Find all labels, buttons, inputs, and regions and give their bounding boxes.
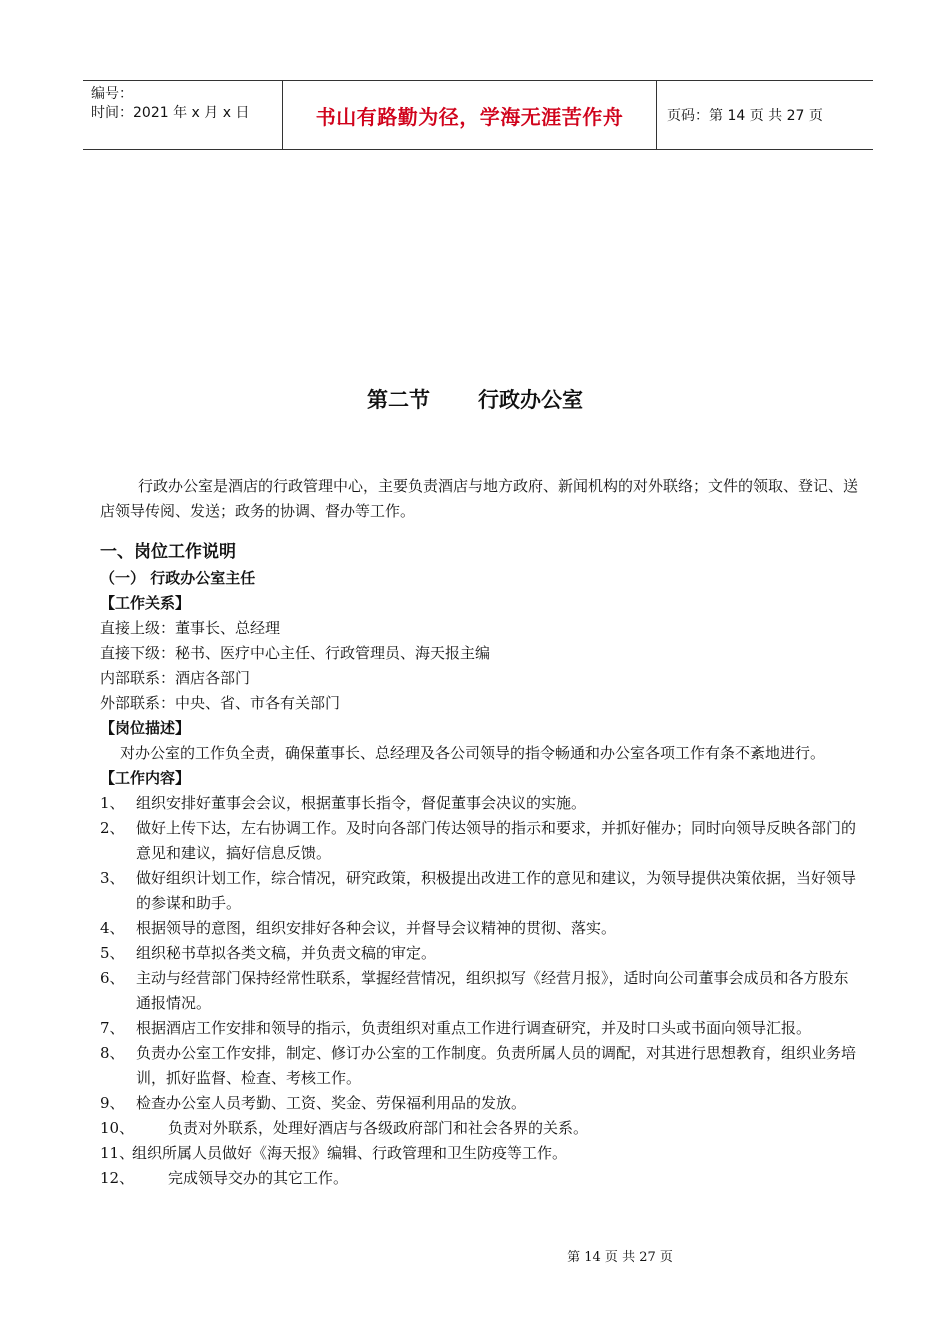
- duty-text: 组织安排好董事会会议，根据董事长指令，督促董事会决议的实施。: [136, 794, 587, 812]
- description-text: 对办公室的工作负全责，确保董事长、总经理及各公司领导的指令畅通和办公室各项工作有条不紊地进行。: [120, 744, 826, 762]
- document-body: [100, 474, 860, 1191]
- duty-item: [100, 1016, 860, 1041]
- duty-item: [100, 1041, 860, 1091]
- duty-item: [100, 816, 860, 866]
- duty-item: [100, 941, 860, 966]
- duty-number: 5、: [100, 944, 125, 962]
- page-header: [83, 80, 873, 150]
- duty-text: 完成领导交办的其它工作。: [168, 1169, 349, 1187]
- duty-text: 组织秘书草拟各类文稿，并负责文稿的审定。: [136, 944, 437, 962]
- section-title: [0, 384, 950, 414]
- duty-number: 1、: [100, 794, 125, 812]
- duty-number: 4、: [100, 919, 125, 937]
- duty-text: 负责对外联系，处理好酒店与各级政府部门和社会各界的关系。: [168, 1119, 589, 1137]
- duty-item: [100, 1091, 860, 1116]
- relation-line: 外部联系：中央、省、市各有关部门: [100, 694, 341, 712]
- duty-number: 10、: [100, 1119, 135, 1137]
- duty-item: [100, 1166, 860, 1191]
- header-page-info: 页码：第 14 页 共 27 页: [667, 108, 823, 124]
- duty-number: 11、: [100, 1144, 135, 1162]
- heading-level-1: 一、岗位工作说明: [100, 542, 236, 562]
- section-number: 第二节: [367, 388, 430, 412]
- duty-text: 检查办公室人员考勤、工资、奖金、劳保福利用品的发放。: [136, 1094, 527, 1112]
- duty-text: 根据酒店工作安排和领导的指示，负责组织对重点工作进行调查研究，并及时口头或书面向领导汇报。: [136, 1019, 812, 1037]
- page-footer: 第 14 页 共 27 页: [567, 1250, 673, 1265]
- duty-text: 负责办公室工作安排，制定、修订办公室的工作制度。负责所属人员的调配，对其进行思想教育，组织业务培训，抓好监督、检查、考核工作。: [136, 1044, 857, 1087]
- document-number-label: 编号：: [91, 86, 133, 102]
- duty-item: [100, 866, 860, 916]
- document-time-label: 时间：2021 年 x 月 x 日: [91, 105, 250, 121]
- duty-number: 7、: [100, 1019, 125, 1037]
- header-motto: 书山有路勤为径，学海无涯苦作舟: [315, 104, 624, 129]
- header-motto-cell: [283, 81, 657, 149]
- duty-text: 根据领导的意图，组织安排好各种会议，并督导会议精神的贯彻、落实。: [136, 919, 617, 937]
- duty-number: 6、: [100, 969, 125, 987]
- relations-label: 【工作关系】: [100, 594, 191, 612]
- duties-label: 【工作内容】: [100, 769, 191, 787]
- duty-text: 做好组织计划工作，综合情况，研究政策，积极提出改进工作的意见和建议，为领导提供决策依据，当好领导的参谋和助手。: [136, 869, 857, 912]
- section-name: 行政办公室: [478, 388, 583, 412]
- duty-item: [100, 1116, 860, 1141]
- duty-number: 3、: [100, 869, 125, 887]
- relation-line: 内部联系：酒店各部门: [100, 669, 251, 687]
- duty-number: 2、: [100, 819, 125, 837]
- heading-level-2: （一） 行政办公室主任: [100, 569, 256, 587]
- duty-text: 主动与经营部门保持经常性联系，掌握经营情况，组织拟写《经营月报》，适时向公司董事会成员和各方股东通报情况。: [136, 969, 849, 1012]
- header-meta: [83, 81, 283, 149]
- duty-text: 组织所属人员做好《海天报》编辑、行政管理和卫生防疫等工作。: [132, 1144, 568, 1162]
- description-label: 【岗位描述】: [100, 719, 191, 737]
- duty-number: 9、: [100, 1094, 125, 1112]
- duty-item: [100, 791, 860, 816]
- duty-item: [100, 966, 860, 1016]
- duty-item: [100, 1141, 860, 1166]
- duty-item: [100, 916, 860, 941]
- relation-line: 直接上级：董事长、总经理: [100, 619, 281, 637]
- duty-number: 12、: [100, 1169, 135, 1187]
- duty-text: 做好上传下达，左右协调工作。及时向各部门传达领导的指示和要求，并抓好催办；同时向领导反映各部门的意见和建议，搞好信息反馈。: [136, 819, 857, 862]
- intro-paragraph: 行政办公室是酒店的行政管理中心，主要负责酒店与地方政府、新闻机构的对外联络；文件的领取、登记、送店领导传阅、发送；政务的协调、督办等工作。: [100, 477, 859, 520]
- duty-number: 8、: [100, 1044, 125, 1062]
- relation-line: 直接下级：秘书、医疗中心主任、行政管理员、海天报主编: [100, 644, 491, 662]
